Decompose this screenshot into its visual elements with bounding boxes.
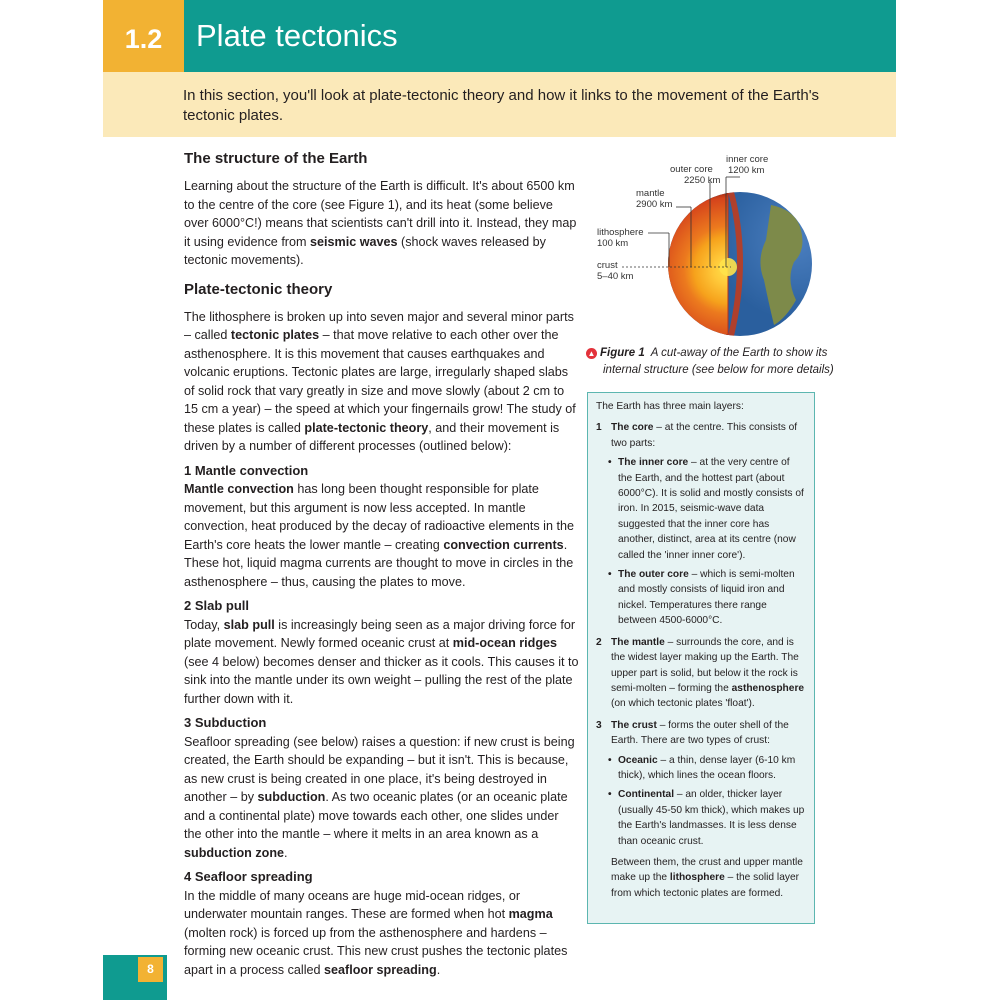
sidebar-closing: Between them, the crust and upper mantle make up the lithosphere – the solid layer from which tectonic plates are formed. [611, 856, 803, 899]
figure-label: Figure 1 [600, 347, 645, 359]
heading-seafloor-spreading: 4 Seafloor spreading [184, 869, 313, 884]
paragraph-theory: The lithosphere is broken up into seven major and several minor parts – called tectonic plates – that move relative to each other over the asthenosphere. It is this movement that causes earthquakes and volcanic eruptions. Tectonic plates are large, irregularly shaped slabs of solid rock that vary greatly in size and move slowly (about 2 cm to 15 cm a year) – the speed at which your fingernails grow! The study of these plates is called plate-tectonic theory, and their movement is driven by a number of different processes (outlined below): [184, 309, 576, 453]
sidebar-intro: The Earth has three main layers: [596, 401, 744, 412]
label-outer-core: outer core 2250 km [670, 164, 721, 186]
term-tectonic-plates: tectonic plates [230, 328, 320, 342]
cutaway-wedge [656, 192, 728, 336]
section-header [103, 0, 896, 72]
item-number: 1 [596, 422, 602, 434]
label-lithosphere: lithosphere 100 km [597, 227, 644, 249]
bullet-inner-core: • The inner core – at the very centre of the Earth, and the hottest part (about 6000°C). It is solid and mostly consists of iron. In 2015, seismic-wave data suggested that the inner core has another, distinct, area at its centre (now called the 'inner inner core'). [608, 457, 804, 561]
term-subduction: subduction [257, 790, 326, 804]
figure-arrow-icon: ▲ [587, 349, 596, 358]
section-title: Plate tectonics [196, 18, 398, 53]
heading-mantle-convection: 1 Mantle convection [184, 462, 309, 478]
heading-plate-tectonic-theory: Plate-tectonic theory [184, 280, 333, 298]
label-mantle: mantle 2900 km [636, 188, 673, 210]
page-number: 8 [138, 957, 163, 982]
heading-structure: The structure of the Earth [184, 150, 368, 167]
term-magma: magma [508, 907, 553, 921]
bullet-oceanic-crust: • Oceanic – a thin, dense layer (6-10 km thick), which lines the ocean floors. [608, 754, 796, 781]
earth-cutaway-figure [596, 150, 836, 340]
term-seismic-waves: seismic waves [310, 234, 398, 249]
term-convection-currents: convection currents [443, 537, 564, 552]
term-slab-pull: slab pull [223, 617, 275, 632]
term-plate-tectonic-theory: plate-tectonic theory [304, 420, 429, 435]
caption-text: A cut-away of the Earth to show its [650, 347, 828, 359]
section-number: 1.2 [103, 0, 184, 72]
item-number: 3 [596, 719, 602, 731]
layer-item-core: 1 The core – at the centre. This consists of two parts: [596, 422, 798, 449]
intro-banner [103, 72, 896, 137]
heading-slab-pull: 2 Slab pull [184, 598, 250, 613]
paragraph-slab-pull: Today, slab pull is increasingly being seen as a major driving force for plate movement. Newly formed oceanic crust at mid-ocean ridges (see 4 below) becomes denser and thicker as it cools. This causes it to sink into the mantle under its own weight – pulling the rest of the plate further down with it. [184, 617, 579, 706]
heading-subduction: 3 Subduction [184, 715, 267, 730]
paragraph-subduction: Seafloor spreading (see below) raises a question: if new crust is being created, the Earth should be expanding – but it isn't. This is because, as new crust is being created in one place, it's being destroyed in another – by subduction. As two oceanic plates (or an oceanic plate and a continental plate) move towards each other, one slides under the other into the mantle – where it melts in an area known as a subduction zone. [184, 734, 575, 860]
item-number: 2 [596, 636, 602, 648]
layer-item-crust: 3 The crust – forms the outer shell of the Earth. There are two types of crust: [596, 719, 789, 747]
label-crust: crust 5–40 km [597, 260, 634, 282]
paragraph-seafloor-spreading: In the middle of many oceans are huge mid-ocean ridges, or underwater mountain ranges. These are formed when hot magma (molten rock) is forced up from the asthenosphere and hardens – forming new oceanic crust. This new crust pushes the tectonic plates apart in a process called seafloor spreading. [184, 888, 568, 977]
caption-text-continued: internal structure (see below for more details) [603, 363, 834, 376]
term-seafloor-spreading: seafloor spreading [324, 962, 437, 977]
main-column [184, 150, 579, 985]
label-inner-core: inner core 1200 km [726, 154, 769, 176]
paragraph-mantle-convection: Mantle convection has long been thought responsible for plate movement, but this argument is now less accepted. In mantle convection, heat produced by the decay of radioactive elements in the Earth's core heats the lower mantle – creating convection currents. These hot, liquid magma currents are thought to move in circles in the asthenosphere – thus, causing the plates to move. [184, 482, 574, 589]
paragraph-structure: Learning about the structure of the Earth is difficult. It's about 6500 km to the centre of the core (see Figure 1), and its heat (some believe over 6000°C!) means that scientists can't drill into it. Instead, they map it using evidence from seismic waves (shock waves released by tectonic movements). [184, 179, 577, 267]
figure-caption [586, 345, 836, 378]
term-subduction-zone: subduction zone [184, 845, 285, 860]
earth-layers-box [587, 392, 815, 924]
layer-item-mantle: 2 The mantle – surrounds the core, and is the widest layer making up the Earth. The upper part is solid, but below it the rock is semi-molten – forming the asthenosphere (on which tectonic plates 'float'). [596, 636, 805, 710]
bullet-outer-core: • The outer core – which is semi-molten and mostly consists of liquid iron and nickel. Temperatures there range between 4500-6000°C. [608, 569, 795, 627]
term-mantle-convection: Mantle convection [184, 482, 294, 496]
term-mid-ocean-ridges: mid-ocean ridges [452, 636, 558, 650]
landmass-north [792, 195, 814, 220]
bullet-continental-crust: • Continental – an older, thicker layer (usually 45-50 km thick), which makes up the Earth's landmasses. It is less dense than oceanic crust. [608, 789, 805, 847]
intro-text: In this section, you'll look at plate-tectonic theory and how it links to the movement of the Earth's tectonic plates. [183, 87, 820, 124]
